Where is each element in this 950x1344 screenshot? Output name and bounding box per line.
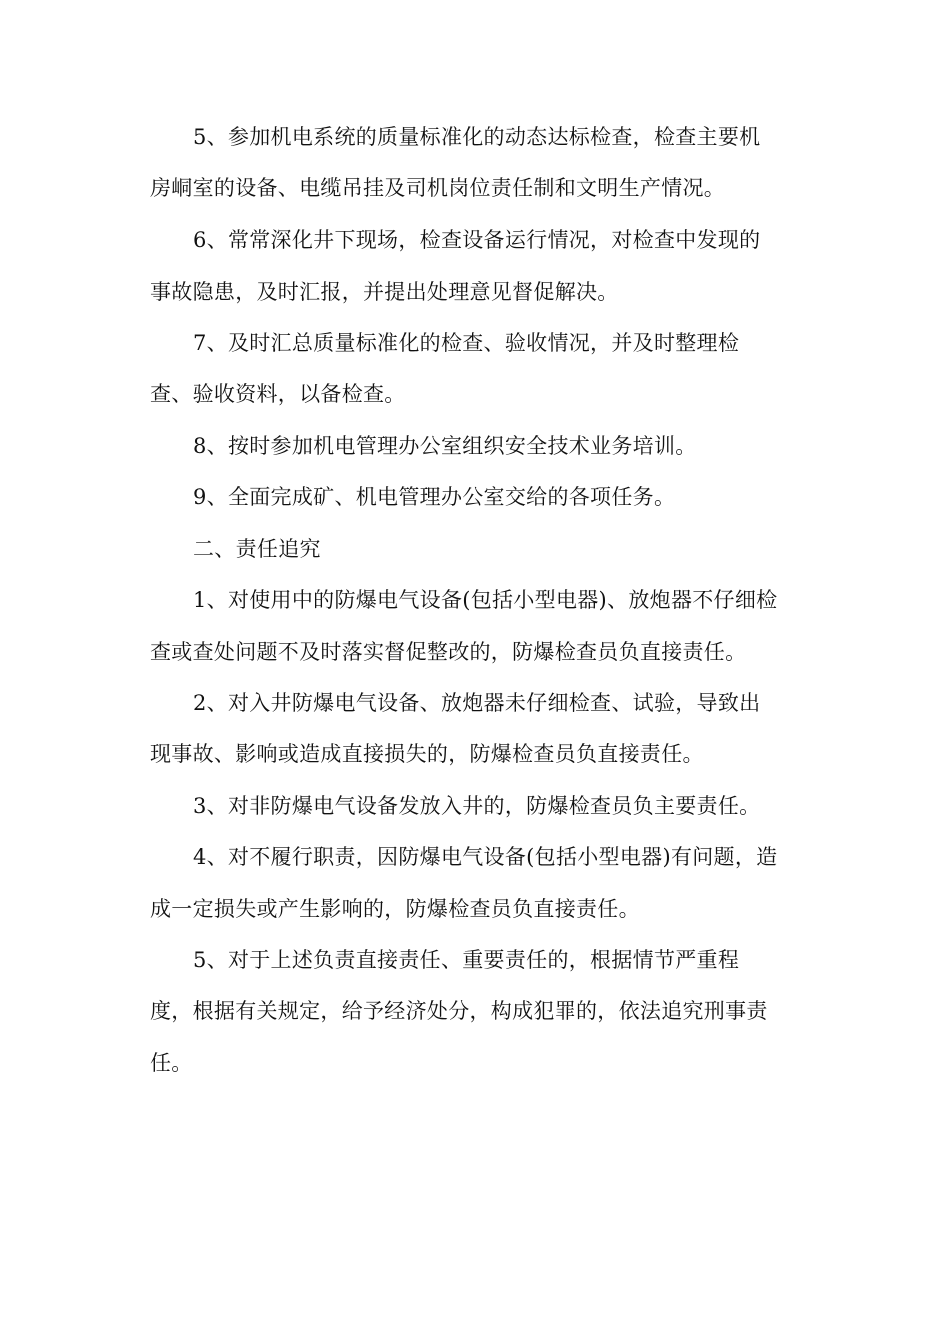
text-line: 事故隐患，及时汇报，并提出处理意见督促解决。 <box>150 280 619 304</box>
text-line: 任。 <box>150 1051 193 1075</box>
text-line: 7、及时汇总质量标准化的检查、验收情况，并及时整理检 <box>193 331 740 355</box>
text-line: 5、对于上述负责直接责任、重要责任的，根据情节严重程 <box>193 948 740 972</box>
text-line: 9、全面完成矿、机电管理办公室交给的各项任务。 <box>193 485 676 509</box>
text-line: 1、对使用中的防爆电气设备(包括小型电器)、放炮器不仔细检 <box>193 588 778 612</box>
text-line: 房峒室的设备、电缆吊挂及司机岗位责任制和文明生产情况。 <box>150 176 726 200</box>
text-line: 5、参加机电系统的质量标准化的动态达标检查，检查主要机 <box>193 125 761 149</box>
text-line: 查、验收资料，以备检查。 <box>150 382 406 406</box>
text-line: 度，根据有关规定，给予经济处分，构成犯罪的，依法追究刑事责 <box>150 999 768 1023</box>
text-line: 现事故、影响或造成直接损失的，防爆检查员负直接责任。 <box>150 742 704 766</box>
text-line: 4、对不履行职责，因防爆电气设备(包括小型电器)有问题，造 <box>193 845 778 869</box>
text-line: 8、按时参加机电管理办公室组织安全技术业务培训。 <box>193 434 697 458</box>
text-line: 查或查处问题不及时落实督促整改的，防爆检查员负直接责任。 <box>150 640 747 664</box>
text-line: 3、对非防爆电气设备发放入井的，防爆检查员负主要责任。 <box>193 794 761 818</box>
section-heading: 二、责任追究 <box>193 537 321 561</box>
text-line: 2、对入井防爆电气设备、放炮器未仔细检查、试验，导致出 <box>193 691 761 715</box>
text-line: 6、常常深化井下现场，检查设备运行情况，对检查中发现的 <box>193 228 761 252</box>
text-line: 成一定损失或产生影响的，防爆检查员负直接责任。 <box>150 897 640 921</box>
